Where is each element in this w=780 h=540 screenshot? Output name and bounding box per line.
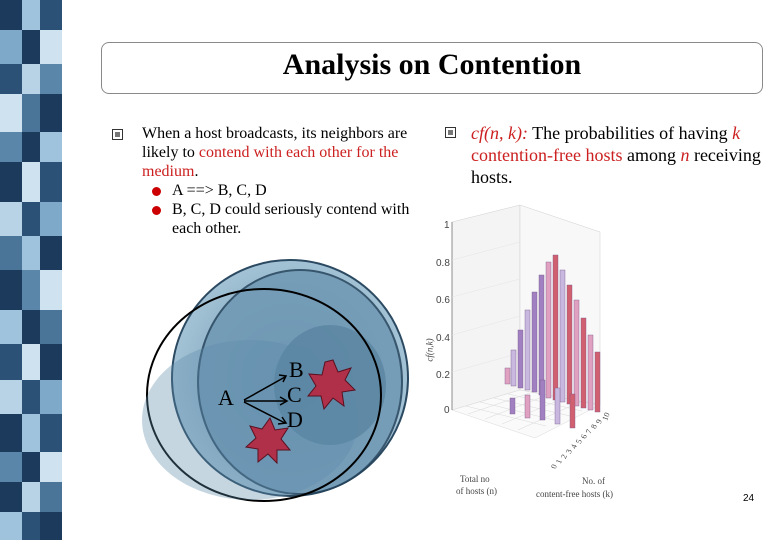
bar: [560, 270, 565, 402]
y-axis-label: content-free hosts (k): [536, 489, 613, 499]
bar: [539, 275, 544, 395]
bar: [595, 352, 600, 412]
z-tick: 1: [444, 220, 450, 231]
bar: [532, 292, 537, 392]
bar: [518, 330, 523, 388]
bar: [555, 388, 560, 424]
z-tick: 0: [444, 405, 450, 416]
node-label-c: C: [287, 382, 302, 407]
bar: [505, 368, 510, 384]
left-bullet-highlight: contend with each other for the medium: [142, 144, 399, 180]
z-tick: 0.2: [436, 370, 450, 381]
node-label-b: B: [289, 357, 304, 382]
bar: [525, 310, 530, 390]
bar: [588, 335, 593, 410]
right-highlight: contention-free hosts: [471, 145, 623, 165]
node-label-a: A: [218, 385, 234, 410]
y-tick: 10: [600, 411, 612, 422]
bar: [510, 398, 515, 414]
y-tick: 8: [589, 423, 599, 430]
bar: [546, 262, 551, 398]
slide-title: Analysis on Contention: [282, 48, 582, 81]
y-tick: 6: [579, 433, 589, 440]
x-axis-label: Total no: [460, 474, 490, 484]
bar: [570, 394, 575, 428]
node-label-d: D: [287, 407, 303, 432]
y-tick: 1: [554, 458, 564, 465]
bar: [581, 318, 586, 408]
z-tick: 0.4: [436, 333, 450, 344]
bar: [511, 350, 516, 386]
right-text-1: The probabilities of having: [527, 123, 733, 143]
z-tick: 0.6: [436, 295, 450, 306]
right-text-3: receiving hosts.: [471, 145, 761, 187]
sub-bullet-text: A ==> B, C, D: [172, 182, 267, 199]
bar: [540, 380, 545, 420]
y-tick: 7: [584, 428, 594, 435]
k-variable: k: [732, 123, 741, 143]
x-axis-label: of hosts (n): [456, 486, 497, 496]
left-bullet-end: .: [194, 163, 199, 180]
bar: [567, 285, 572, 404]
z-axis-label: cf(n,k): [424, 338, 435, 362]
cf-term: cf(n, k):: [471, 123, 528, 143]
y-tick: 0: [549, 463, 559, 470]
y-axis-label: No. of: [582, 476, 605, 486]
y-tick: 4: [569, 443, 579, 450]
right-text-2: among: [622, 145, 681, 165]
bar: [574, 300, 579, 406]
n-variable: n: [680, 145, 690, 165]
y-tick: 9: [594, 418, 604, 425]
bar: [553, 255, 558, 400]
y-tick: 2: [559, 453, 569, 460]
y-tick: 3: [564, 448, 574, 455]
z-tick: 0.8: [436, 258, 450, 269]
y-tick: 5: [574, 438, 584, 445]
left-bullet-line: When a host broadcasts, its neighbors are likely to: [142, 125, 408, 161]
sub-bullet-text: B, C, D could seriously contend with each other.: [172, 201, 410, 237]
page-number: 24: [743, 493, 755, 504]
bar: [525, 395, 530, 418]
